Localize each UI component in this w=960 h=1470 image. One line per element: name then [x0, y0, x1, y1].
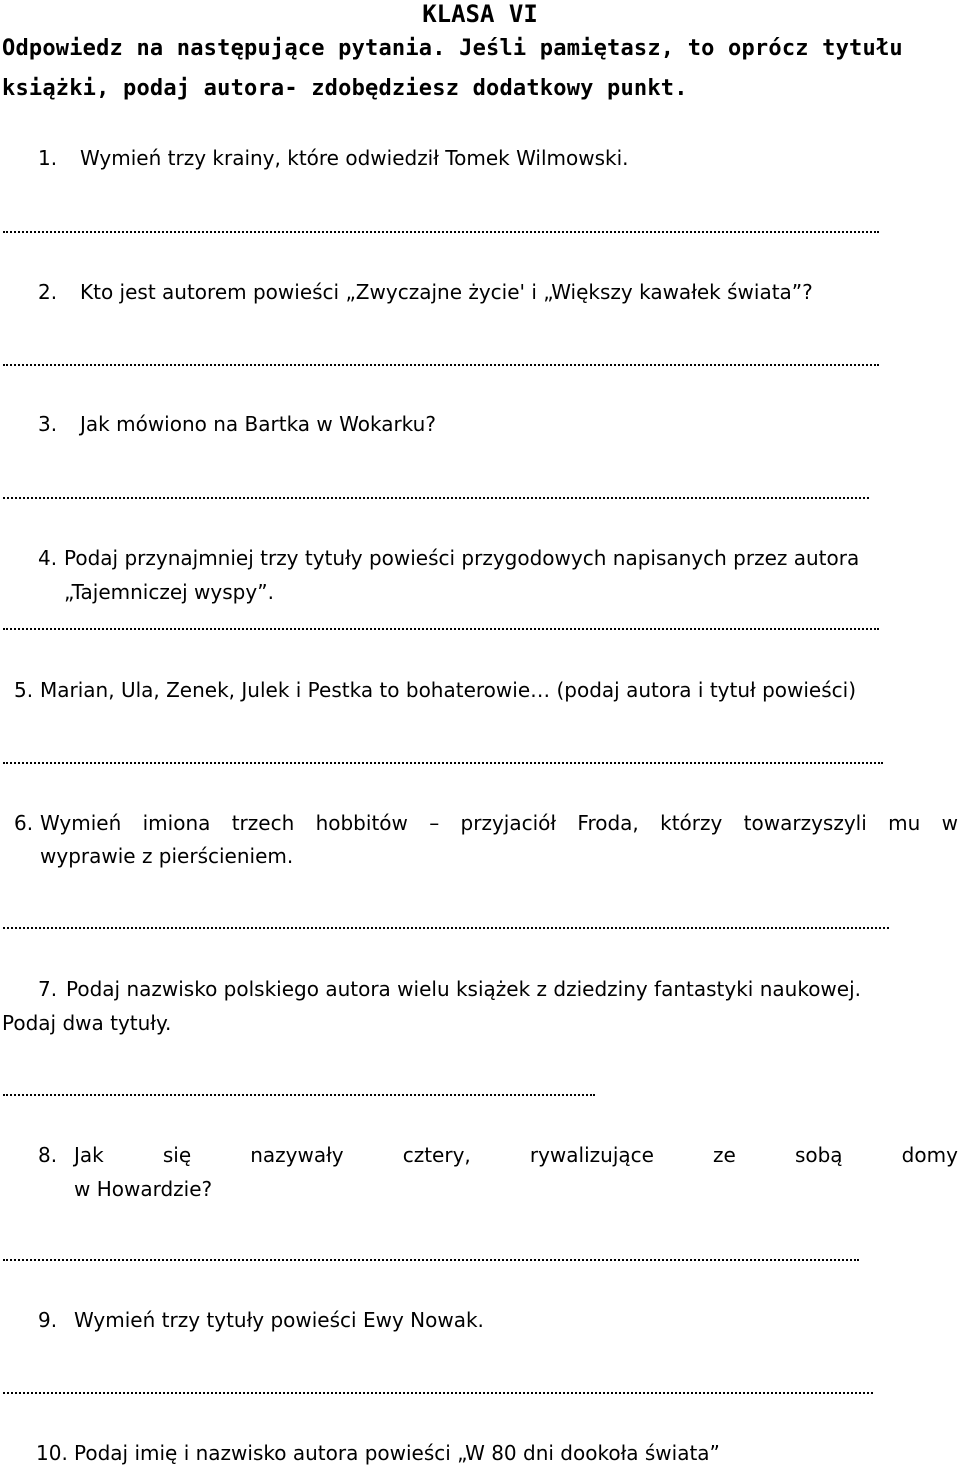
word: towarzyszyli — [743, 811, 867, 835]
word: Wymień — [40, 811, 122, 835]
question-text-line-1 — [40, 813, 958, 833]
question-number: 1. — [38, 146, 58, 170]
word: domy — [901, 1143, 958, 1167]
word: którzy — [660, 811, 723, 835]
question-text: Wymień trzy tytuły powieści Ewy Nowak. — [74, 1308, 484, 1332]
question-text-line-2: wyprawie z pierścieniem. — [40, 844, 294, 868]
question-text: Kto jest autorem powieści „Zwyczajne życie' i „Większy kawałek świata”? — [80, 280, 813, 304]
question-text: Wymień trzy krainy, które odwiedził Tomek Wilmowski. — [80, 146, 629, 170]
word: rywalizujące — [529, 1143, 654, 1167]
answer-line-3[interactable] — [3, 497, 869, 499]
answer-line-4[interactable] — [3, 628, 879, 630]
word: w — [941, 811, 958, 835]
question-number: 2. — [38, 280, 58, 304]
instructions-line-1: Odpowiedz na następujące pytania. Jeśli pamiętasz, to oprócz tytułu — [2, 36, 903, 61]
question-text-line-1: Podaj nazwisko polskiego autora wielu książek z dziedziny fantastyki naukowej. — [66, 977, 862, 1001]
word: się — [162, 1143, 192, 1167]
question-text-line-1 — [74, 1145, 958, 1165]
question-number: 10. — [36, 1441, 68, 1465]
question-text-line-2: w Howardzie? — [74, 1177, 213, 1201]
question-text-line-1: Podaj przynajmniej trzy tytuły powieści przygodowych napisanych przez autora — [64, 546, 860, 570]
word: – — [429, 811, 440, 835]
word: imiona — [142, 811, 211, 835]
question-text: Podaj imię i nazwisko autora powieści „W 80 dni dookoła świata” — [74, 1441, 720, 1465]
question-text-line-2: „Tajemniczej wyspy”. — [64, 580, 274, 604]
worksheet-title: KLASA VI — [422, 0, 538, 28]
answer-line-9[interactable] — [3, 1392, 873, 1394]
question-text-line-2: Podaj dwa tytuły. — [2, 1011, 172, 1035]
word: cztery, — [402, 1143, 471, 1167]
word: mu — [888, 811, 921, 835]
question-number: 9. — [38, 1308, 58, 1332]
answer-line-1[interactable] — [3, 231, 879, 233]
question-number: 7. — [38, 977, 58, 1001]
answer-line-2[interactable] — [3, 364, 879, 366]
word: Jak — [74, 1143, 104, 1167]
answer-line-8[interactable] — [3, 1259, 859, 1261]
answer-line-6[interactable] — [3, 927, 889, 929]
question-number: 3. — [38, 412, 58, 436]
word: nazywały — [250, 1143, 344, 1167]
question-number: 5. — [14, 678, 34, 702]
word: Froda, — [577, 811, 639, 835]
question-number: 4. — [38, 546, 58, 570]
word: sobą — [794, 1143, 843, 1167]
question-text: Marian, Ula, Zenek, Julek i Pestka to bohaterowie… (podaj autora i tytuł powieści) — [40, 678, 856, 702]
instructions-line-2: książki, podaj autora- zdobędziesz dodatkowy punkt. — [2, 76, 688, 101]
word: trzech — [231, 811, 295, 835]
question-text: Jak mówiono na Bartka w Wokarku? — [80, 412, 436, 436]
answer-line-5[interactable] — [3, 762, 883, 764]
word: ze — [713, 1143, 736, 1167]
word: przyjaciół — [460, 811, 557, 835]
answer-line-7[interactable] — [3, 1094, 595, 1096]
question-number: 6. — [14, 811, 34, 835]
word: hobbitów — [315, 811, 408, 835]
question-number: 8. — [38, 1143, 58, 1167]
